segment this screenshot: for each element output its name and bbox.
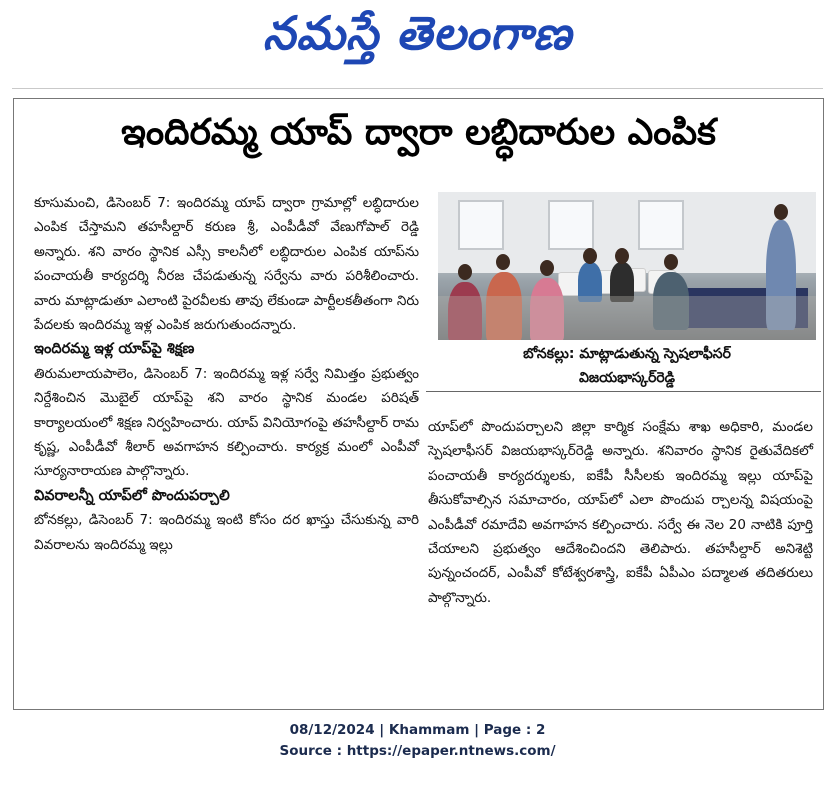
subhead-training: ఇందిరమ్మ ఇళ్ల యాప్‌పై శిక్షణ — [34, 341, 195, 358]
paragraph-bonakallu: బోనకల్లు, డిసెంబర్ 7: ఇందిరమ్మ ఇంటి కోసం దర ఖాస్తు చేసుకున్న వారి వివరాలను ఇందిరమ్మ ఇల్లు — [34, 512, 419, 553]
paragraph-bonakallu-continued: యాప్‌లో పొందుపర్చాలని జిల్లా కార్మిక సంక్షేమ శాఖ అధికారి, మండల స్పెషలాఫీసర్ విజయభాస్కర్‌రెడ్డి అన్నారు. శనివారం స్థానిక రైతువేదికలో పంచాయతీ కార్యదర్శులకు, ఐకేపీ సీసీలకు ఇందిరమ్మ ఇల్లు యాప్‌పై తీసుకోవాల్సిన సమాచారం, యాప్‌లో ఎలా పొందుప ర్చాలన్న విషయంపై ఎంపీడీవో రమాదేవి అవగాహన కల్పించారు. సర్వే ఈ నెల 20 నాటికి పూర్తి చేయాలని ప్రభుత్వం ఆదేశించిందని తెలిపారు. తహసీల్దార్ అనిశెట్టి పున్నంచందర్, ఎంపీవో కోటేశ్వరశాస్త్రి, ఐకేపీ ఏపీఎం పద్మాలత తదితరులు పాల్గొన్నారు. — [428, 419, 813, 606]
subhead-details: వివరాలన్నీ యాప్‌లో పొందుపర్చాలి — [34, 487, 230, 504]
footer-source-link[interactable]: Source : https://epaper.ntnews.com/ — [279, 743, 556, 759]
news-photo — [438, 192, 816, 340]
caption-line-2: విజయభాస్కర్‌రెడ్డి — [578, 370, 676, 386]
paragraph-tirumalayapalem: తిరుమలాయపాలెం, డిసెంబర్ 7: ఇందిరమ్మ ఇళ్ల సర్వే నిమిత్తం ప్రభుత్వం నిర్దేశించిన మొబైల్ యాప్‌పై శని వారం స్థానిక మండల పరిషత్ కార్యాలయంలో శిక్షణ నిర్వహించారు. యాప్ వినియోగంపై తహసీల్దార్ రామ కృష్ణ, ఎంపీడీవో శీలార్ అవగాహన కల్పించారు. కార్యక్ర మంలో ఎంపీవో సూర్యనారాయణ పాల్గొన్నారు. — [34, 365, 419, 480]
article-headline: ఇందిరమ్మ యాప్ ద్వారా లబ్ధిదారుల ఎంపిక — [121, 112, 716, 153]
article-clipping — [13, 98, 824, 710]
left-column — [34, 191, 419, 557]
masthead-divider — [12, 88, 823, 89]
photo-caption — [438, 342, 816, 390]
right-column — [428, 415, 813, 610]
paragraph-kusumanchi: కూసుమంచి, డిసెంబర్ 7: ఇందిరమ్మ యాప్ ద్వారా గ్రామాల్లో లబ్ధిదారుల ఎంపిక చేస్తామని తహసీల్దార్ కరుణ శ్రీ, ఎంపీడీవో వేణుగోపాల్ రెడ్డి అన్నారు. శని వారం స్థానిక ఎస్సీ కాలనీలో లబ్ధిదారుల ఎంపిక యాప్‌ను పంచాయతీ కార్యదర్శి నీరజ చేపడుతున్న సర్వేను వారు పరిశీలించారు. వారు మాట్లాడుతూ ఎలాంటి పైరవీలకు తావు లేకుండా పార్టీలకతీతంగా నిరు పేదలకు ఇందిరమ్మ ఇళ్ల ఎంపిక జరుగుతుందన్నారు. — [34, 195, 419, 334]
caption-line-1: బోనకల్లు: మాట్లాడుతున్న స్పెషలాఫీసర్ — [523, 346, 731, 362]
caption-divider — [426, 391, 821, 392]
newspaper-masthead — [0, 0, 835, 85]
masthead-logo-text: నమస్తే తెలంగాణ — [262, 6, 573, 60]
footer-edition-info: 08/12/2024 | Khammam | Page : 2 — [289, 722, 546, 738]
